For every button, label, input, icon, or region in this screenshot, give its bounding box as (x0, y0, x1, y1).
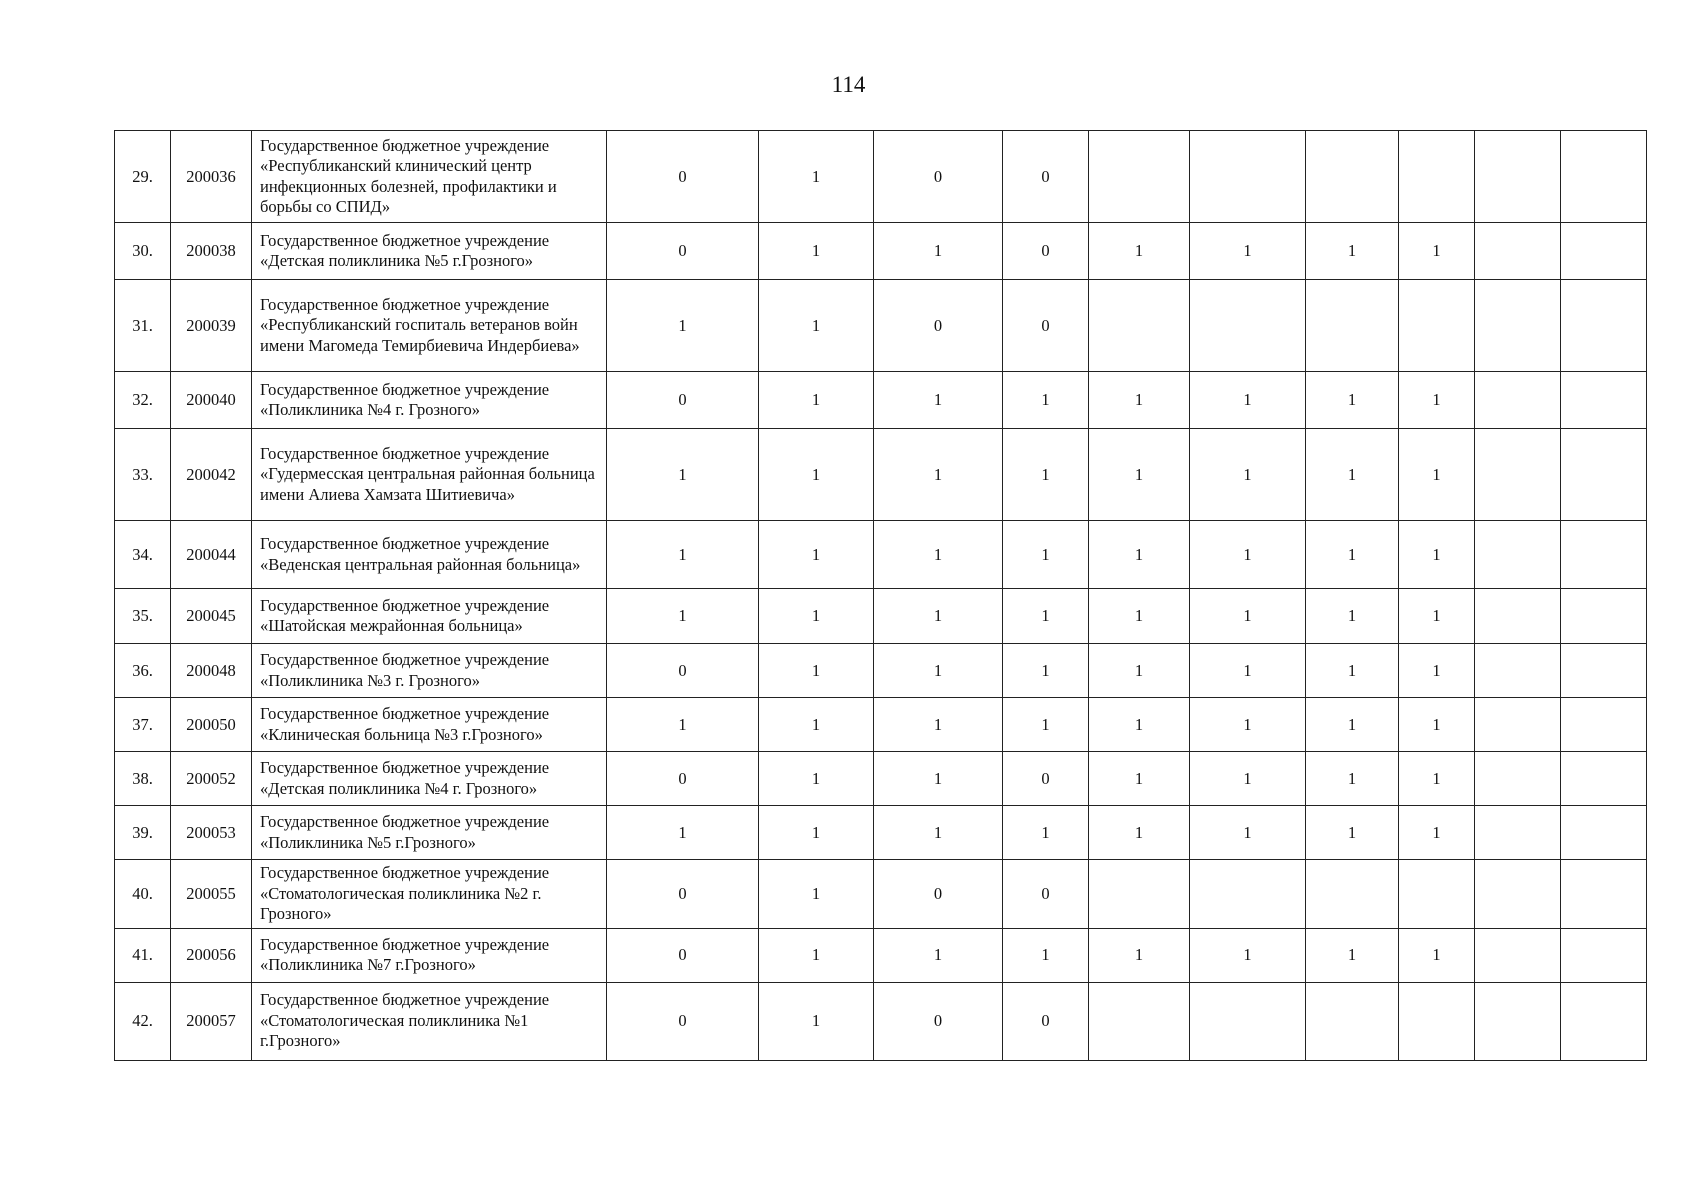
value-cell: 1 (759, 429, 874, 521)
value-cell (1561, 644, 1647, 698)
value-cell: 1 (1003, 698, 1089, 752)
row-number-cell: 40. (115, 860, 171, 929)
value-cell (1475, 806, 1561, 860)
value-cell: 1 (759, 644, 874, 698)
value-cell: 1 (1399, 589, 1475, 644)
table-row (115, 806, 1647, 860)
value-cell: 1 (1003, 806, 1089, 860)
value-cell: 1 (874, 223, 1003, 280)
value-cell (1306, 860, 1399, 929)
organization-code-cell: 200039 (171, 280, 252, 372)
value-cell (1475, 644, 1561, 698)
value-cell: 1 (874, 752, 1003, 806)
table-row (115, 280, 1647, 372)
value-cell: 1 (1089, 589, 1190, 644)
value-cell (1306, 131, 1399, 223)
value-cell: 1 (874, 429, 1003, 521)
value-cell: 1 (1089, 698, 1190, 752)
value-cell: 1 (1399, 698, 1475, 752)
value-cell (1475, 131, 1561, 223)
value-cell (1561, 589, 1647, 644)
organization-name-cell: Государственное бюджетное учреждение «Республиканский госпиталь ветеранов войн имени Магомеда Темирбиевича Индербиева» (252, 280, 607, 372)
value-cell: 1 (1306, 372, 1399, 429)
row-number-cell: 41. (115, 928, 171, 982)
organization-code-cell: 200050 (171, 698, 252, 752)
value-cell: 1 (607, 589, 759, 644)
organization-name-cell: Государственное бюджетное учреждение «Стоматологическая поликлиника №1 г.Грозного» (252, 982, 607, 1060)
organization-name-cell: Государственное бюджетное учреждение «Поликлиника №5 г.Грозного» (252, 806, 607, 860)
table-row (115, 131, 1647, 223)
value-cell: 1 (1399, 521, 1475, 589)
organization-name-cell: Государственное бюджетное учреждение «Поликлиника №3 г. Грозного» (252, 644, 607, 698)
value-cell (1089, 280, 1190, 372)
value-cell: 1 (1003, 372, 1089, 429)
value-cell (1475, 223, 1561, 280)
organization-name-cell: Государственное бюджетное учреждение «Поликлиника №4 г. Грозного» (252, 372, 607, 429)
value-cell: 1 (1190, 928, 1306, 982)
value-cell: 0 (1003, 860, 1089, 929)
value-cell: 0 (1003, 280, 1089, 372)
organization-code-cell: 200045 (171, 589, 252, 644)
value-cell: 1 (1306, 698, 1399, 752)
organization-code-cell: 200036 (171, 131, 252, 223)
value-cell (1475, 982, 1561, 1060)
value-cell: 1 (759, 698, 874, 752)
table-row (115, 698, 1647, 752)
value-cell (1475, 860, 1561, 929)
value-cell: 1 (607, 521, 759, 589)
value-cell: 1 (1190, 521, 1306, 589)
value-cell: 0 (1003, 223, 1089, 280)
table-row (115, 860, 1647, 929)
value-cell (1475, 589, 1561, 644)
value-cell: 1 (1399, 806, 1475, 860)
value-cell (1399, 860, 1475, 929)
table-row (115, 223, 1647, 280)
value-cell: 1 (874, 589, 1003, 644)
value-cell: 0 (607, 982, 759, 1060)
organization-code-cell: 200048 (171, 644, 252, 698)
value-cell (1561, 982, 1647, 1060)
table-row (115, 982, 1647, 1060)
value-cell (1561, 752, 1647, 806)
table-row (115, 589, 1647, 644)
value-cell: 1 (874, 698, 1003, 752)
value-cell: 1 (759, 860, 874, 929)
value-cell: 0 (607, 928, 759, 982)
value-cell: 0 (874, 280, 1003, 372)
value-cell: 0 (607, 860, 759, 929)
value-cell: 1 (1089, 429, 1190, 521)
organization-name-cell: Государственное бюджетное учреждение «Детская поликлиника №4 г. Грозного» (252, 752, 607, 806)
organization-name-cell: Государственное бюджетное учреждение «Детская поликлиника №5 г.Грозного» (252, 223, 607, 280)
value-cell (1190, 280, 1306, 372)
value-cell (1475, 280, 1561, 372)
table-row (115, 644, 1647, 698)
value-cell: 1 (1190, 429, 1306, 521)
value-cell: 0 (874, 982, 1003, 1060)
value-cell: 1 (1306, 752, 1399, 806)
organization-name-cell: Государственное бюджетное учреждение «Гудермесская центральная районная больница имени Алиева Хамзата Шитиевича» (252, 429, 607, 521)
value-cell (1306, 280, 1399, 372)
value-cell: 1 (1190, 223, 1306, 280)
value-cell (1190, 860, 1306, 929)
value-cell: 1 (1399, 644, 1475, 698)
value-cell: 1 (1190, 372, 1306, 429)
row-number-cell: 38. (115, 752, 171, 806)
row-number-cell: 35. (115, 589, 171, 644)
value-cell: 1 (759, 928, 874, 982)
value-cell (1399, 131, 1475, 223)
value-cell: 1 (1306, 644, 1399, 698)
value-cell: 1 (759, 806, 874, 860)
organization-code-cell: 200044 (171, 521, 252, 589)
value-cell (1475, 521, 1561, 589)
organization-name-cell: Государственное бюджетное учреждение «Веденская центральная районная больница» (252, 521, 607, 589)
row-number-cell: 36. (115, 644, 171, 698)
value-cell: 1 (607, 806, 759, 860)
value-cell: 1 (1190, 698, 1306, 752)
value-cell: 0 (1003, 982, 1089, 1060)
value-cell: 1 (759, 521, 874, 589)
row-number-cell: 34. (115, 521, 171, 589)
value-cell (1399, 982, 1475, 1060)
value-cell: 1 (1089, 806, 1190, 860)
value-cell: 1 (759, 372, 874, 429)
value-cell: 0 (607, 372, 759, 429)
organization-code-cell: 200040 (171, 372, 252, 429)
value-cell: 1 (1003, 589, 1089, 644)
value-cell: 0 (1003, 752, 1089, 806)
value-cell: 1 (1190, 806, 1306, 860)
organization-code-cell: 200056 (171, 928, 252, 982)
value-cell: 0 (607, 752, 759, 806)
row-number-cell: 39. (115, 806, 171, 860)
value-cell (1306, 982, 1399, 1060)
row-number-cell: 31. (115, 280, 171, 372)
value-cell: 1 (874, 928, 1003, 982)
value-cell: 1 (1089, 644, 1190, 698)
table-body (115, 131, 1647, 1061)
value-cell (1561, 429, 1647, 521)
value-cell: 1 (1089, 521, 1190, 589)
organization-code-cell: 200038 (171, 223, 252, 280)
table-row (115, 752, 1647, 806)
value-cell (1475, 429, 1561, 521)
value-cell (1561, 928, 1647, 982)
value-cell: 1 (874, 644, 1003, 698)
table-row (115, 429, 1647, 521)
organization-name-cell: Государственное бюджетное учреждение «Шатойская межрайонная больница» (252, 589, 607, 644)
table-row (115, 928, 1647, 982)
value-cell (1561, 860, 1647, 929)
value-cell (1475, 928, 1561, 982)
row-number-cell: 37. (115, 698, 171, 752)
value-cell: 1 (1089, 372, 1190, 429)
value-cell: 1 (759, 280, 874, 372)
organization-code-cell: 200052 (171, 752, 252, 806)
value-cell: 1 (1089, 928, 1190, 982)
value-cell: 1 (1306, 928, 1399, 982)
value-cell: 1 (1306, 589, 1399, 644)
value-cell: 1 (607, 280, 759, 372)
value-cell: 1 (1399, 928, 1475, 982)
value-cell: 1 (759, 131, 874, 223)
organization-name-cell: Государственное бюджетное учреждение «Республиканский клинический центр инфекционных болезней, профилактики и борьбы со СПИД» (252, 131, 607, 223)
value-cell (1475, 698, 1561, 752)
value-cell: 1 (874, 521, 1003, 589)
value-cell: 1 (1399, 752, 1475, 806)
value-cell: 1 (1306, 429, 1399, 521)
value-cell: 0 (1003, 131, 1089, 223)
row-number-cell: 29. (115, 131, 171, 223)
row-number-cell: 33. (115, 429, 171, 521)
value-cell: 0 (874, 131, 1003, 223)
value-cell (1561, 223, 1647, 280)
value-cell (1475, 372, 1561, 429)
value-cell: 1 (1306, 806, 1399, 860)
value-cell (1475, 752, 1561, 806)
value-cell: 1 (874, 372, 1003, 429)
value-cell: 1 (759, 982, 874, 1060)
row-number-cell: 42. (115, 982, 171, 1060)
value-cell: 1 (1190, 589, 1306, 644)
value-cell: 1 (1306, 223, 1399, 280)
value-cell: 1 (1190, 644, 1306, 698)
organization-name-cell: Государственное бюджетное учреждение «Поликлиника №7 г.Грозного» (252, 928, 607, 982)
value-cell: 1 (1003, 429, 1089, 521)
table-row (115, 521, 1647, 589)
value-cell: 1 (607, 429, 759, 521)
value-cell (1089, 131, 1190, 223)
organization-code-cell: 200057 (171, 982, 252, 1060)
value-cell: 1 (1399, 429, 1475, 521)
value-cell: 1 (759, 223, 874, 280)
value-cell (1561, 131, 1647, 223)
registry-table (114, 130, 1647, 1061)
value-cell (1190, 982, 1306, 1060)
value-cell (1561, 280, 1647, 372)
value-cell: 1 (1190, 752, 1306, 806)
value-cell: 0 (607, 223, 759, 280)
value-cell (1190, 131, 1306, 223)
value-cell (1399, 280, 1475, 372)
value-cell: 0 (607, 131, 759, 223)
value-cell: 1 (1306, 521, 1399, 589)
value-cell (1561, 806, 1647, 860)
row-number-cell: 30. (115, 223, 171, 280)
value-cell: 1 (1003, 644, 1089, 698)
organization-name-cell: Государственное бюджетное учреждение «Стоматологическая поликлиника №2 г. Грозного» (252, 860, 607, 929)
value-cell: 1 (759, 752, 874, 806)
value-cell (1561, 698, 1647, 752)
value-cell: 1 (607, 698, 759, 752)
organization-code-cell: 200055 (171, 860, 252, 929)
value-cell: 1 (1399, 223, 1475, 280)
value-cell: 1 (759, 589, 874, 644)
value-cell (1561, 372, 1647, 429)
value-cell (1089, 982, 1190, 1060)
value-cell (1089, 860, 1190, 929)
organization-code-cell: 200042 (171, 429, 252, 521)
value-cell: 1 (1089, 752, 1190, 806)
page-number: 114 (831, 72, 866, 97)
value-cell: 1 (1399, 372, 1475, 429)
organization-code-cell: 200053 (171, 806, 252, 860)
value-cell: 1 (1003, 928, 1089, 982)
row-number-cell: 32. (115, 372, 171, 429)
value-cell: 1 (874, 806, 1003, 860)
value-cell (1561, 521, 1647, 589)
value-cell: 1 (1003, 521, 1089, 589)
value-cell: 1 (1089, 223, 1190, 280)
value-cell: 0 (607, 644, 759, 698)
value-cell: 0 (874, 860, 1003, 929)
organization-name-cell: Государственное бюджетное учреждение «Клиническая больница №3 г.Грозного» (252, 698, 607, 752)
table-row (115, 372, 1647, 429)
